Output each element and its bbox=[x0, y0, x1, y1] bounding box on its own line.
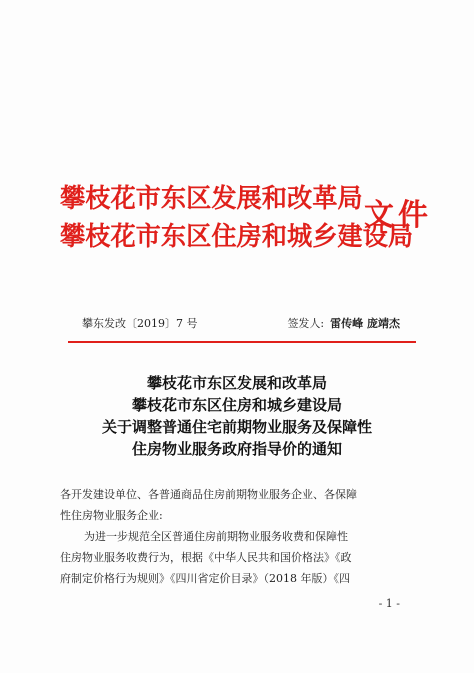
body-line-1: 各开发建设单位、各普通商品住房前期物业服务企业、各保障 bbox=[60, 488, 357, 501]
body-line-3: 为进一步规范全区普通住房前期物业服务收费和保障性 bbox=[84, 530, 348, 543]
title-line-2: 攀枝花市东区住房和城乡建设局 bbox=[131, 396, 342, 414]
document-suffix: 文件 bbox=[364, 198, 432, 233]
issuer-line-2: 攀枝花市东区住房和城乡建设局 bbox=[60, 222, 414, 252]
page-number: - 1 - bbox=[378, 597, 400, 610]
document-body bbox=[60, 484, 418, 589]
document-info-row bbox=[82, 315, 400, 335]
document-number: 攀东发改〔2019〕7 号 bbox=[82, 317, 198, 330]
header-divider bbox=[68, 341, 416, 343]
document-title bbox=[60, 372, 414, 460]
body-line-4: 住房物业服务收费行为，根据《中华人民共和国价格法》《政 bbox=[60, 551, 352, 564]
signer-label: 签发人: bbox=[287, 317, 325, 330]
body-line-2: 性住房物业服务企业: bbox=[60, 509, 163, 522]
title-line-1: 攀枝花市东区发展和改革局 bbox=[146, 374, 327, 392]
signer bbox=[287, 315, 400, 331]
title-line-3: 关于调整普通住宅前期物业服务及保障性 bbox=[101, 418, 372, 436]
signer-names: 雷传峰 庞靖杰 bbox=[330, 317, 400, 330]
body-line-5: 府制定价格行为规则》《四川省定价目录》（2018 年版）《四 bbox=[60, 572, 350, 585]
title-line-4: 住房物业服务政府指导价的通知 bbox=[131, 440, 342, 458]
issuer-line-1: 攀枝花市东区发展和改革局 bbox=[60, 184, 363, 214]
